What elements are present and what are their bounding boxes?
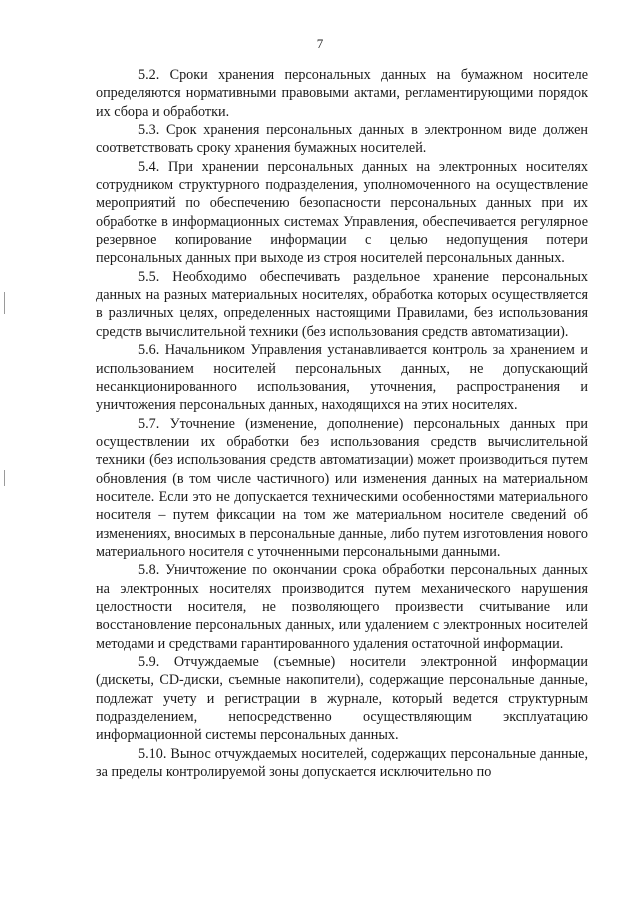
paragraph-5-4: 5.4. При хранении персональных данных на электронных носителях сотрудником структурного подразделения, уполномоченного на осуществление мероприятий по обеспечению безопасности персональных данных при их обработке в информационных системах Управления, обеспечивается регулярное резервное копирование информации с целью недопущения потери персональных данных при выходе из строя носителей персональных данных. [96, 158, 588, 267]
paragraph-5-2: 5.2. Сроки хранения персональных данных на бумажном носителе определяются нормативными правовыми актами, регламентирующими порядок их сбора и обработки. [96, 67, 588, 120]
document-body [96, 66, 588, 781]
paragraph-5-9: 5.9. Отчуждаемые (съемные) носители электронной информации (дискеты, CD-диски, съемные накопители), содержащие персональные данные, подлежат учету и регистрации в журнале, который ведется структурным подразделением, непосредственно осуществляющим эксплуатацию информационной системы персональных данных. [96, 654, 588, 744]
page-number: 7 [316, 36, 324, 51]
paragraph-5-7: 5.7. Уточнение (изменение, дополнение) персональных данных при осуществлении их обработки без использования средств вычислительной техники (без использования средств автоматизации) может производиться путем обновления (в том числе частичного) или изменения данных на материальном носителе. Если это не допускается техническими особенностями материального носителя – путем фиксации на том же материальном носителе сведений об изменениях, вносимых в персональные данные, либо путем изготовления нового материального носителя с уточненными персональными данными. [96, 415, 588, 560]
scan-edge-mark [4, 470, 5, 486]
paragraph-5-10: 5.10. Вынос отчуждаемых носителей, содержащих персональные данные, за пределы контролируемой зоны допускается исключительно по [96, 745, 588, 781]
scan-edge-mark [4, 292, 5, 314]
paragraph-5-5: 5.5. Необходимо обеспечивать раздельное хранение персональных данных на разных материальных носителях, обработка которых осуществляется в различных целях, определенных настоящими Правилами, без использования средств вычислительной техники (без использования средств автоматизации). [96, 268, 588, 340]
paragraph-5-6: 5.6. Начальником Управления устанавливается контроль за хранением и использованием носителей персональных данных, не допускающий несанкционированного использования, уточнения, распространения и уничтожения персональных данных, находящихся на этих носителях. [96, 342, 588, 414]
paragraph-5-3: 5.3. Срок хранения персональных данных в электронном виде должен соответствовать сроку хранения бумажных носителей. [96, 122, 588, 157]
paragraph-5-8: 5.8. Уничтожение по окончании срока обработки персональных данных на электронных носителях производится путем механического нарушения целостности носителя, не позволяющего произвести считывание или восстановление персональных данных, или удалением с электронных носителей методами и средствами гарантированного удаления остаточной информации. [96, 562, 588, 652]
